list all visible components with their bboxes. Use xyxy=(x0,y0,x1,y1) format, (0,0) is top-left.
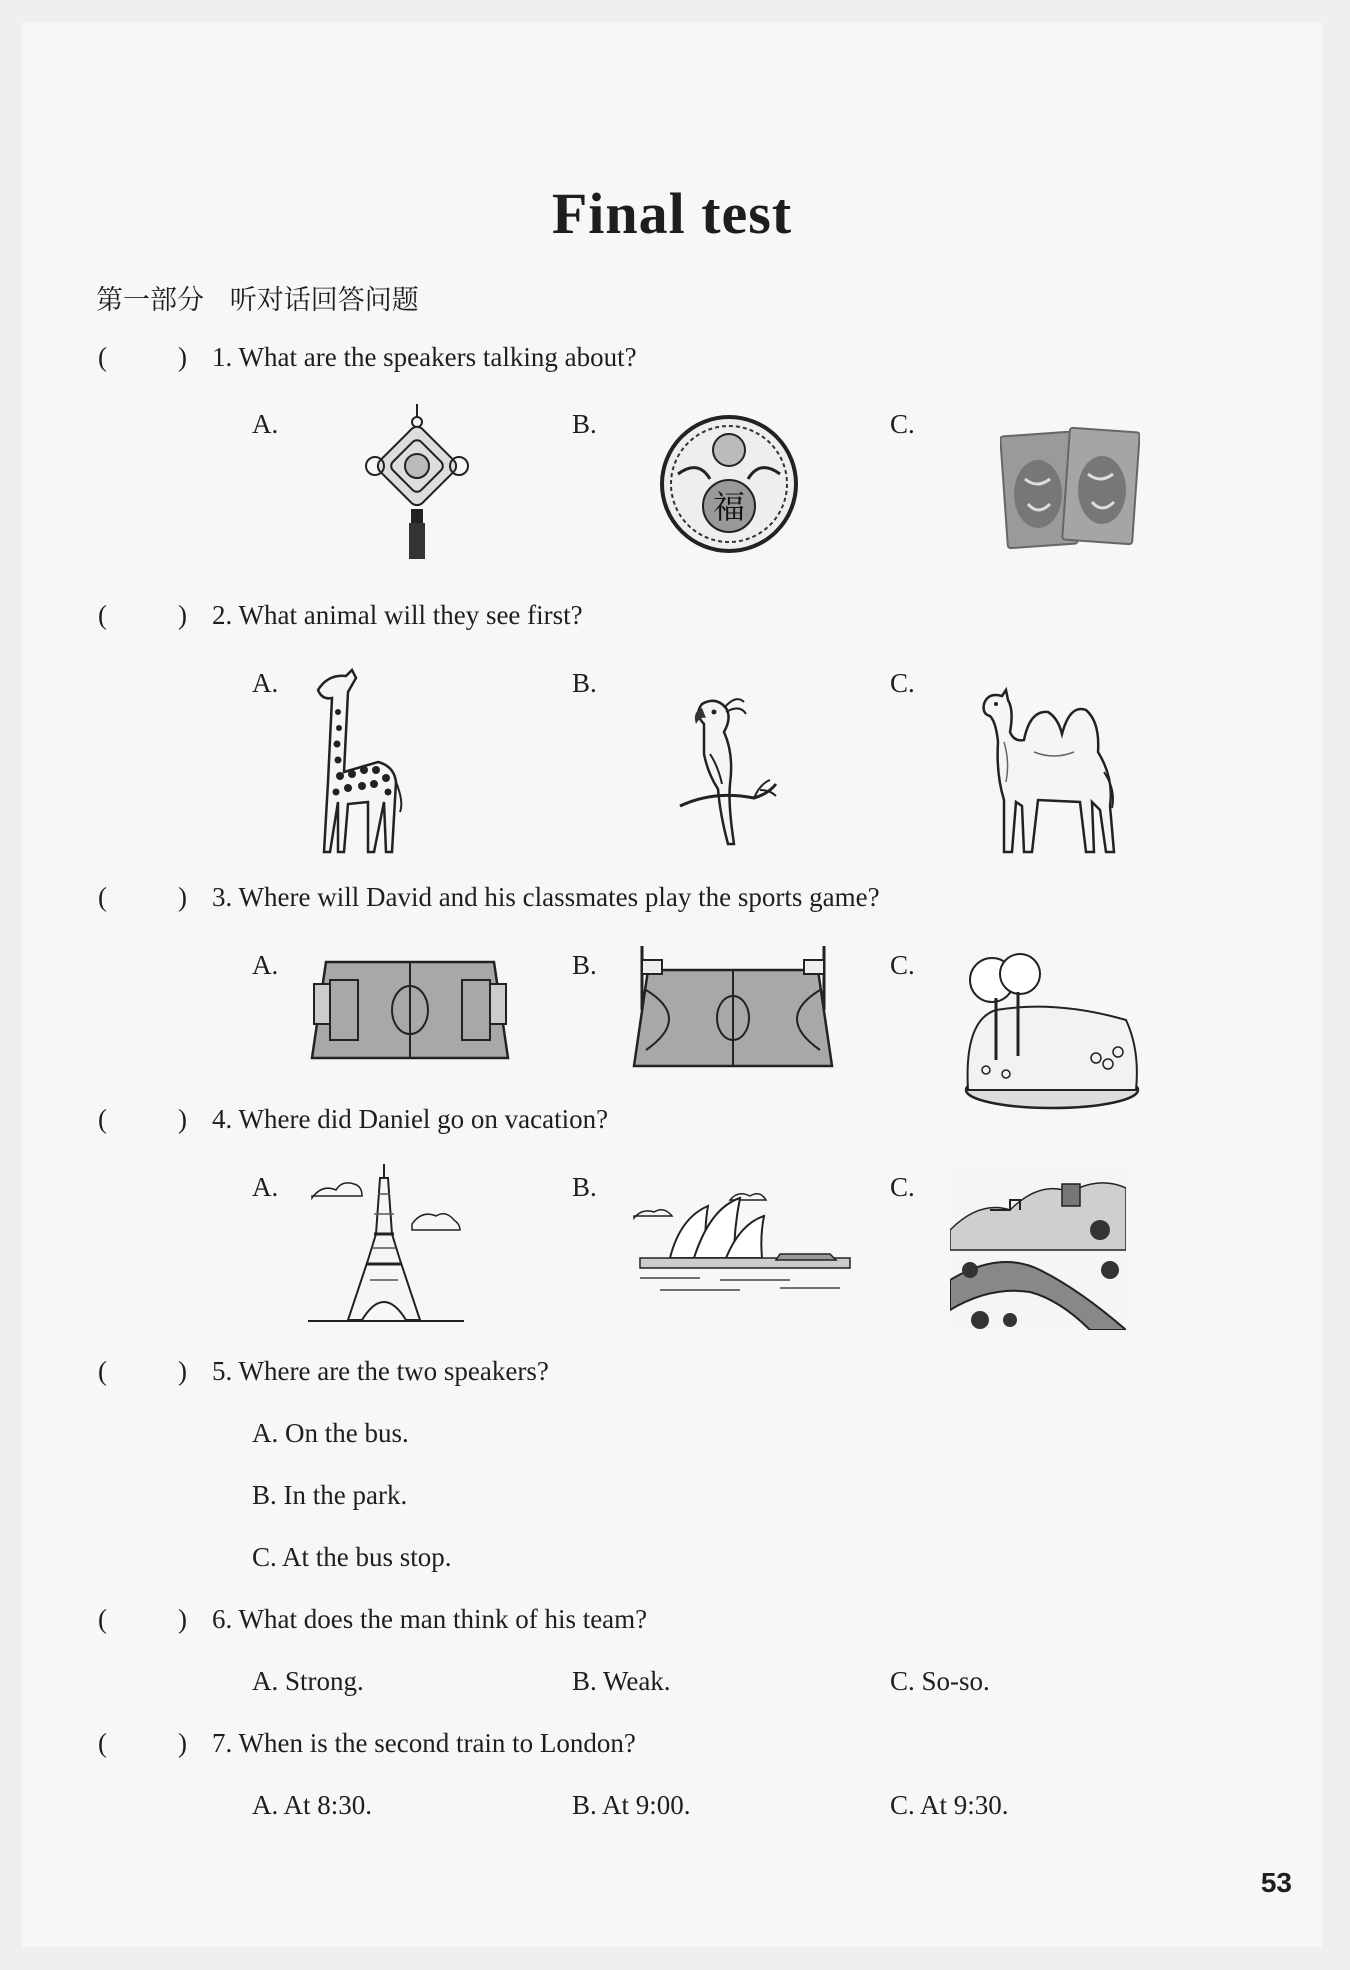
giraffe-image[interactable] xyxy=(308,662,418,857)
park-image[interactable] xyxy=(956,940,1142,1112)
option-a-label[interactable]: A. xyxy=(252,409,279,439)
option-a[interactable]: A. On the bus. xyxy=(252,1418,409,1448)
option-c[interactable]: C. So-so. xyxy=(890,1666,990,1696)
worksheet-page xyxy=(22,22,1322,1947)
answer-blank-close: ) xyxy=(178,342,187,372)
question-stem: 3. Where will David and his classmates play the sports game? xyxy=(212,882,880,912)
answer-blank-open[interactable]: ( xyxy=(98,342,107,372)
parrot-image[interactable] xyxy=(674,694,784,852)
question-stem: 2. What animal will they see first? xyxy=(212,600,583,630)
option-c-label[interactable]: C. xyxy=(890,950,915,980)
answer-blank-close: ) xyxy=(178,1728,187,1758)
section-heading: 第一部分 听对话回答问题 xyxy=(96,285,419,316)
paper-cut-fu-image[interactable] xyxy=(658,414,800,554)
option-c[interactable]: C. At 9:30. xyxy=(890,1790,1009,1820)
camel-image[interactable] xyxy=(974,682,1124,862)
page-number: 53 xyxy=(1260,1867,1292,1898)
answer-blank-close: ) xyxy=(178,1604,187,1634)
answer-blank-open[interactable]: ( xyxy=(98,882,107,912)
option-b-label[interactable]: B. xyxy=(572,1172,597,1202)
option-c[interactable]: C. At the bus stop. xyxy=(252,1542,452,1572)
chinese-knot-image[interactable] xyxy=(362,404,472,559)
football-field-image[interactable] xyxy=(308,940,512,1062)
answer-blank-close: ) xyxy=(178,600,187,630)
option-a-label[interactable]: A. xyxy=(252,668,279,698)
answer-blank-close: ) xyxy=(178,882,187,912)
option-b[interactable]: B. In the park. xyxy=(252,1480,408,1510)
question-stem: 1. What are the speakers talking about? xyxy=(212,342,637,372)
answer-blank-open[interactable]: ( xyxy=(98,1604,107,1634)
answer-blank-close: ) xyxy=(178,1356,187,1386)
option-a[interactable]: A. At 8:30. xyxy=(252,1790,373,1820)
great-wall-image[interactable] xyxy=(950,1170,1126,1330)
option-c-label[interactable]: C. xyxy=(890,409,915,439)
option-b-label[interactable]: B. xyxy=(572,409,597,439)
option-b[interactable]: B. Weak. xyxy=(572,1666,671,1696)
sydney-opera-house-image[interactable] xyxy=(630,1188,860,1298)
answer-blank-open[interactable]: ( xyxy=(98,1104,107,1134)
question-stem: 6. What does the man think of his team? xyxy=(212,1604,648,1634)
option-b-label[interactable]: B. xyxy=(572,668,597,698)
question-stem: 5. Where are the two speakers? xyxy=(212,1356,549,1386)
option-c-label[interactable]: C. xyxy=(890,668,915,698)
basketball-court-image[interactable] xyxy=(630,940,836,1072)
option-b-label[interactable]: B. xyxy=(572,950,597,980)
answer-blank-close: ) xyxy=(178,1104,187,1134)
option-a[interactable]: A. Strong. xyxy=(252,1666,364,1696)
page-title: Final test xyxy=(551,181,793,246)
answer-blank-open[interactable]: ( xyxy=(98,1728,107,1758)
option-a-label[interactable]: A. xyxy=(252,950,279,980)
option-c-label[interactable]: C. xyxy=(890,1172,915,1202)
option-a-label[interactable]: A. xyxy=(252,1172,279,1202)
answer-blank-open[interactable]: ( xyxy=(98,1356,107,1386)
fu-character: 福 xyxy=(712,488,746,526)
question-stem: 4. Where did Daniel go on vacation? xyxy=(212,1104,609,1134)
answer-blank-open[interactable]: ( xyxy=(98,600,107,630)
red-envelopes-image[interactable] xyxy=(1000,424,1140,554)
question-stem: 7. When is the second train to London? xyxy=(212,1728,636,1758)
eiffel-tower-image[interactable] xyxy=(308,1164,464,1324)
option-b[interactable]: B. At 9:00. xyxy=(572,1790,691,1820)
